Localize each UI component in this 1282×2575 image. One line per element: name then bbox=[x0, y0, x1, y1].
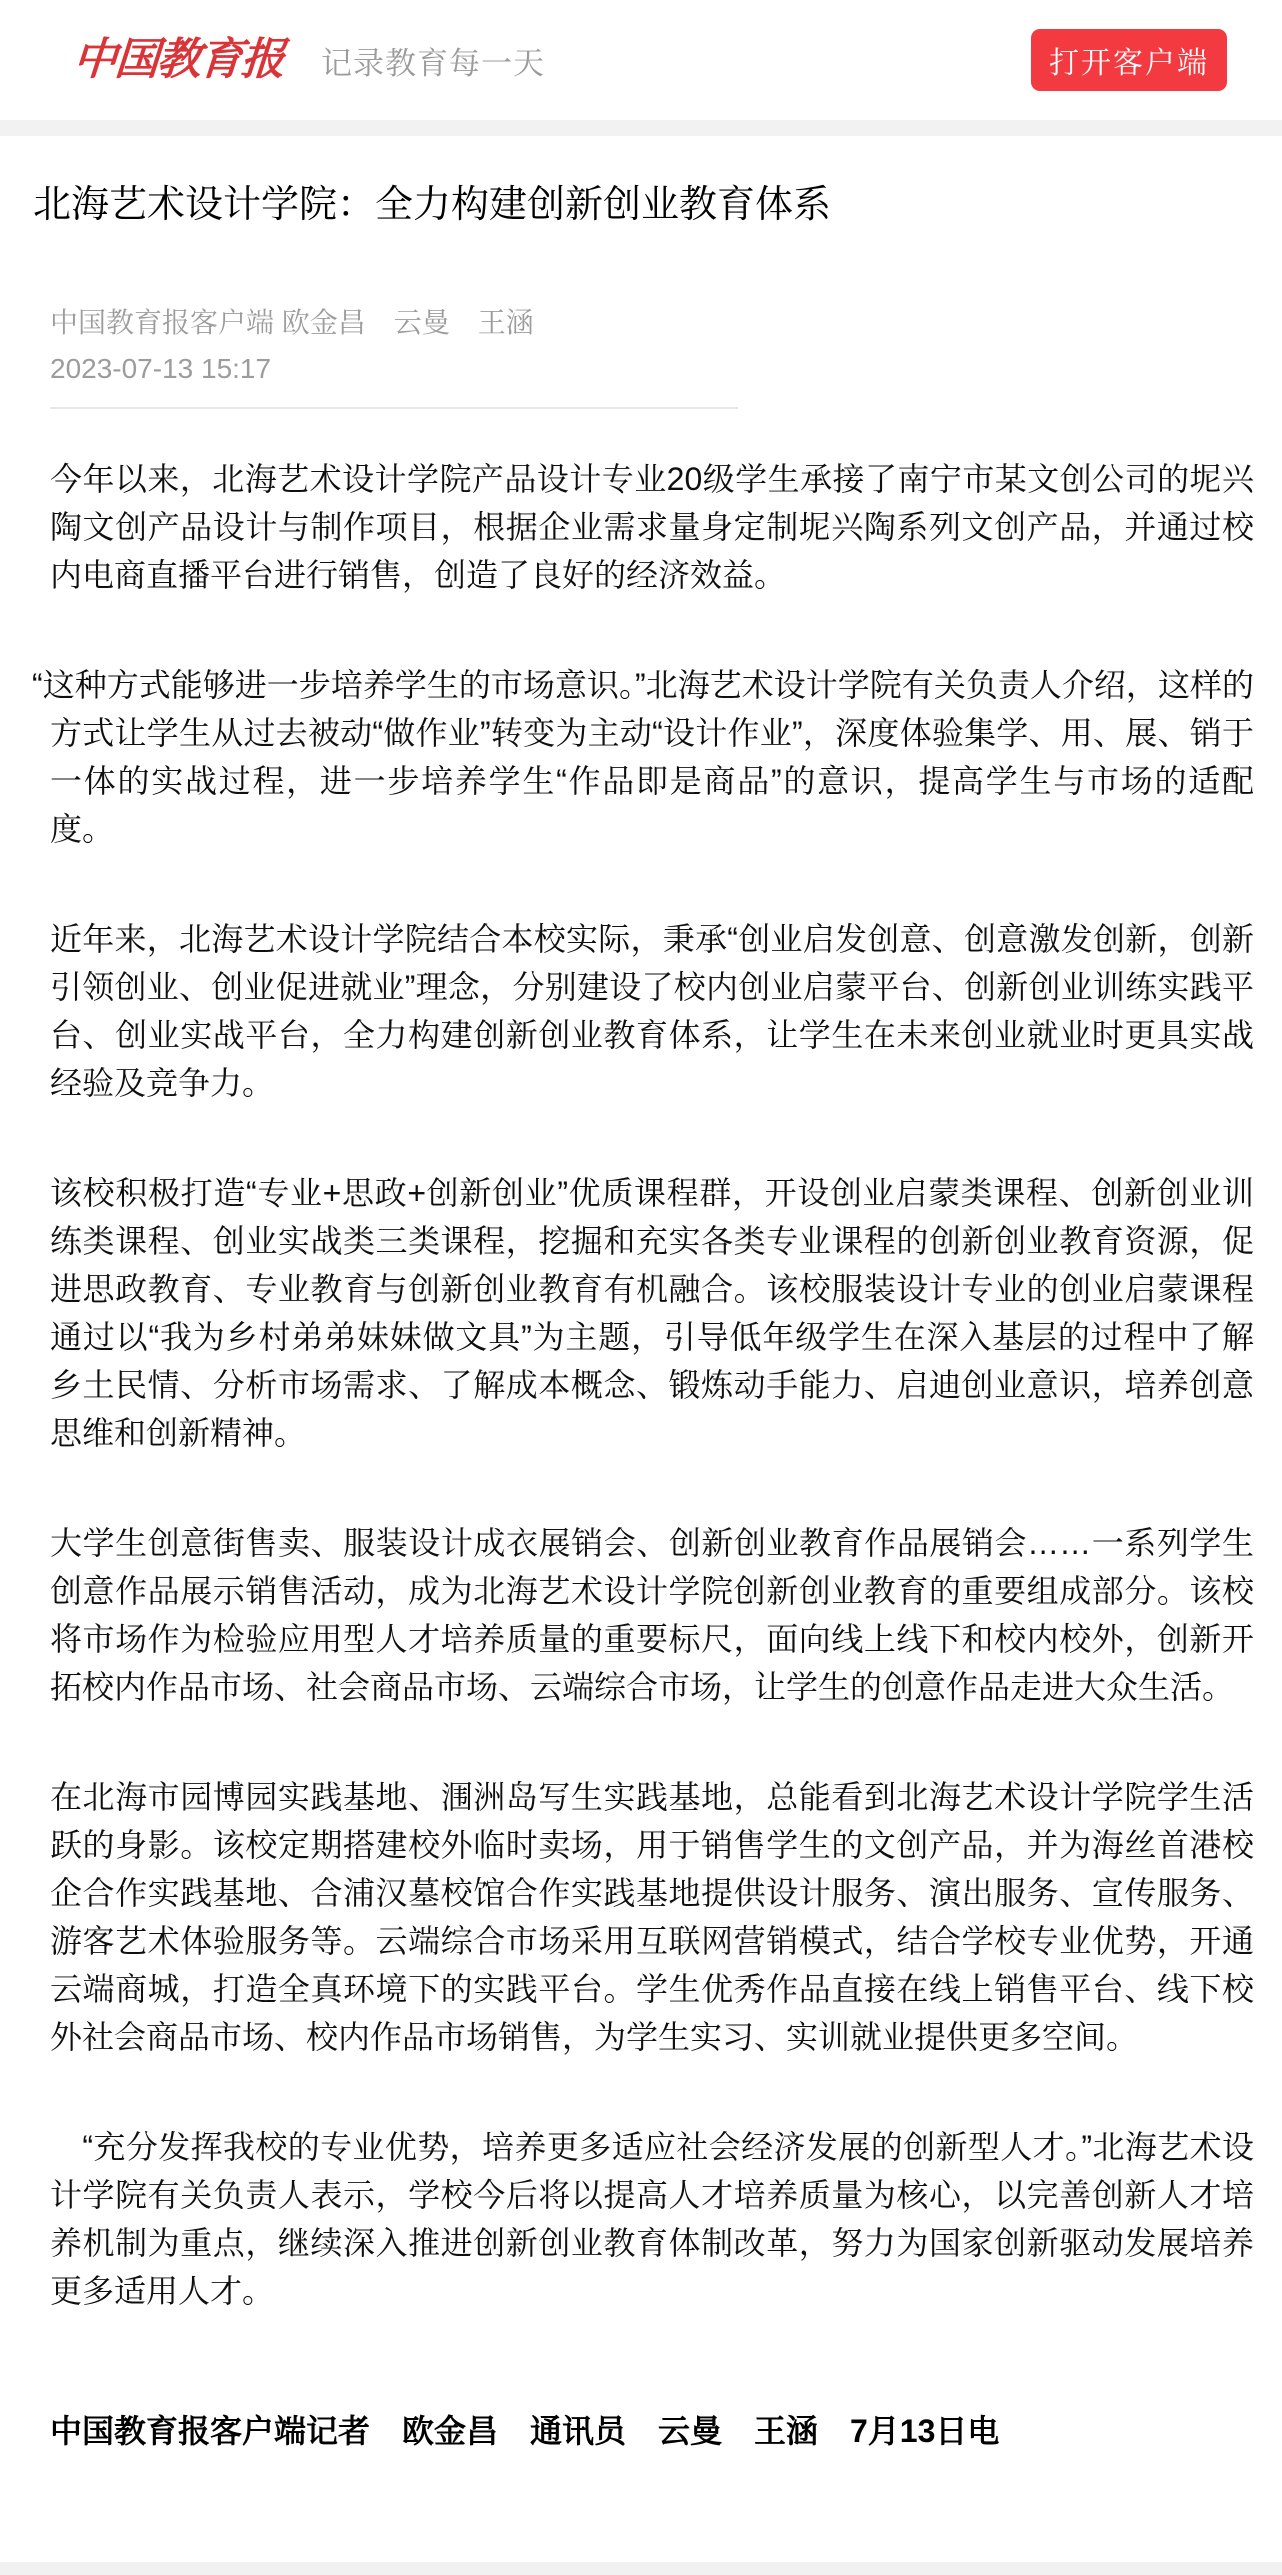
open-app-button[interactable]: 打开客户端 bbox=[1031, 29, 1227, 91]
article-paragraph: 大学生创意街售卖、服装设计成衣展销会、创新创业教育作品展销会……一系列学生创意作品展示销售活动，成为北海艺术设计学院创新创业教育的重要组成部分。该校将市场作为检验应用型人才培养质量的重要标尺，面向线上线下和校内校外，创新开拓校内作品市场、社会商品市场、云端综合市场，让学生的创意作品走进大众生活。 bbox=[50, 1525, 1254, 1706]
article-signature: 中国教育报客户端记者 欧金昌 通讯员 云曼 王涵 7月13日电 bbox=[50, 2413, 1000, 2450]
app-logo[interactable]: 中国教育报 bbox=[71, 35, 285, 84]
meta-divider-line bbox=[50, 407, 738, 409]
header-section-divider bbox=[0, 120, 1282, 136]
article-paragraph: 该校积极打造“专业+思政+创新创业”优质课程群，开设创业启蒙类课程、创新创业训练类课程、创业实战类三类课程，挖掘和充实各类专业课程的创新创业教育资源，促进思政教育、专业教育与创新创业教育有机融合。该校服装设计专业的创业启蒙课程通过以“我为乡村弟弟妹妹做文具”为主题，引导低年级学生在深入基层的过程中了解乡土民情、分析市场需求、了解成本概念、锻炼动手能力、启迪创业意识，培养创意思维和创新精神。 bbox=[50, 1175, 1254, 1452]
app-header bbox=[0, 0, 1282, 120]
article-byline: 中国教育报客户端 欧金昌 云曼 王涵 bbox=[50, 307, 534, 339]
article-title: 北海艺术设计学院：全力构建创新创业教育体系 bbox=[33, 184, 832, 226]
article-paragraph: “充分发挥我校的专业优势，培养更多适应社会经济发展的创新型人才。”北海艺术设计学院有关负责人表示，学校今后将以提高人才培养质量为核心，以完善创新人才培养机制为重点，继续深入推进创新创业教育体制改革，努力为国家创新驱动发展培养更多适用人才。 bbox=[50, 2129, 1254, 2310]
app-tagline: 记录教育每一天 bbox=[321, 45, 545, 81]
article-paragraphs bbox=[0, 455, 1282, 2315]
article-paragraph: 近年来，北海艺术设计学院结合本校实际，秉承“创业启发创意、创意激发创新，创新引领创业、创业促进就业”理念，分别建设了校内创业启蒙平台、创新创业训练实践平台、创业实战平台，全力构建创新创业教育体系，让学生在未来创业就业时更具实战经验及竞争力。 bbox=[50, 921, 1254, 1102]
next-section-divider bbox=[0, 2562, 1282, 2575]
publish-time: 2023-07-13 15:17 bbox=[50, 353, 272, 385]
article-paragraph: 今年以来，北海艺术设计学院产品设计专业20级学生承接了南宁市某文创公司的坭兴陶文创产品设计与制作项目，根据企业需求量身定制坭兴陶系列文创产品，并通过校内电商直播平台进行销售，创造了良好的经济效益。 bbox=[50, 461, 1254, 594]
article-body bbox=[0, 180, 1282, 2575]
article-paragraph: “这种方式能够进一步培养学生的市场意识。”北海艺术设计学院有关负责人介绍，这样的方式让学生从过去被动“做作业”转变为主动“设计作业”，深度体验集学、用、展、销于一体的实战过程，进一步培养学生“作品即是商品”的意识，提高学生与市场的适配度。 bbox=[32, 667, 1254, 848]
article-meta bbox=[50, 303, 1252, 389]
article-paragraph: 在北海市园博园实践基地、涠洲岛写生实践基地，总能看到北海艺术设计学院学生活跃的身影。该校定期搭建校外临时卖场，用于销售学生的文创产品，并为海丝首港校企合作实践基地、合浦汉墓校馆合作实践基地提供设计服务、演出服务、宣传服务、游客艺术体验服务等。云端综合市场采用互联网营销模式，结合学校专业优势，开通云端商城，打造全真环境下的实践平台。学生优秀作品直接在线上销售平台、线下校外社会商品市场、校内作品市场销售，为学生实习、实训就业提供更多空间。 bbox=[50, 1779, 1254, 2056]
